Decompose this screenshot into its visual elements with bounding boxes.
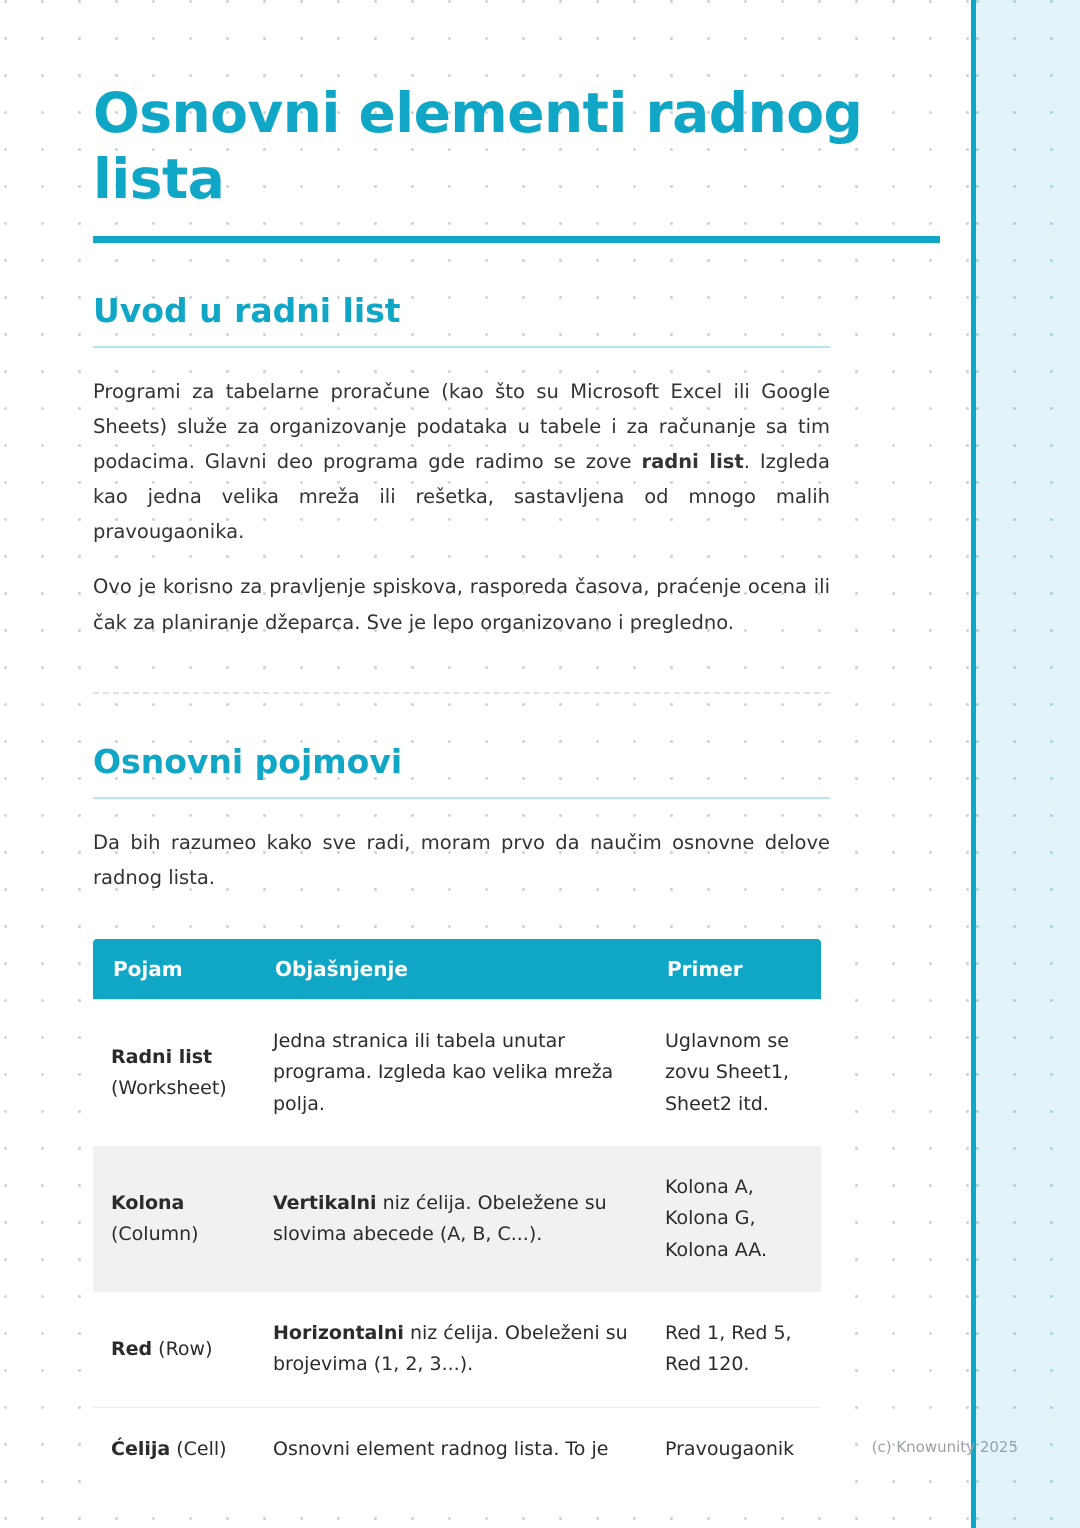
cell-objasnjenje: Horizontalni niz ćelija. Obeleženi su brojevima (1, 2, 3...). (273, 1321, 628, 1376)
paragraph-pojmovi-intro: Da bih razumeo kako sve radi, moram prvo da naučim osnovne delove radnog lista. (93, 830, 830, 889)
dotted-side-strip (976, 0, 1080, 1528)
table-header-row (93, 939, 821, 1000)
column-header-primer: Primer (647, 939, 821, 1000)
cell-objasnjenje: Osnovni element radnog lista. To je (273, 1437, 609, 1460)
section-heading-uvod: Uvod u radni list (93, 291, 830, 348)
cell-pojam: Radni list (Worksheet) (111, 1045, 227, 1099)
cell-primer: Uglavnom se zovu Sheet1, Sheet2 itd. (665, 1029, 789, 1115)
cell-objasnjenje: Vertikalni niz ćelija. Obeležene su slovima abecede (A, B, C...). (273, 1191, 607, 1245)
cell-objasnjenje: Jedna stranica ili tabela unutar programa. Izgleda kao velika mreža polja. (273, 1029, 614, 1115)
body-column (93, 291, 830, 1491)
paragraph-intro-2: Ovo je korisno za pravljenje spiskova, rasporeda časova, praćenje ocena ili čak za planiranje džeparca. Sve je lepo organizovano i pregledno. (93, 575, 830, 634)
section-osnovni-pojmovi (93, 742, 830, 895)
cell-primer: Red 1, Red 5, Red 120. (665, 1321, 792, 1376)
section-uvod-u-radni-list (93, 291, 830, 640)
accent-side-line (971, 0, 976, 1528)
column-header-pojam: Pojam (93, 939, 255, 1000)
table-row-radni-list (93, 999, 821, 1146)
table-row-kolona (93, 1146, 821, 1292)
paragraph-intro-1: Programi za tabelarne proračune (kao što su Microsoft Excel ili Google Sheets) služe za organizovanje podataka u tabele i za računanje sa tim podacima. Glavni deo programa gde radimo se zove radni list. Izgleda kao jedna velika mreža ili rešetka, sastavljena od mnogo malih pravougaonika. (93, 380, 830, 544)
title-divider (93, 236, 940, 243)
cell-primer: Kolona A, Kolona G, Kolona AA. (665, 1175, 767, 1261)
document-content (93, 80, 940, 1491)
dashed-section-divider (93, 692, 830, 694)
cell-pojam: Red (Row) (111, 1337, 213, 1360)
cell-pojam: Ćelija (Cell) (111, 1437, 227, 1460)
copyright-footer: (c) Knowunity 2025 (871, 1438, 1018, 1456)
column-header-objasnjenje: Objašnjenje (255, 939, 647, 1000)
cell-primer: Pravougaonik (665, 1437, 795, 1460)
section-heading-pojmovi: Osnovni pojmovi (93, 742, 830, 799)
cell-pojam: Kolona (Column) (111, 1191, 199, 1245)
page-title: Osnovni elementi radnog lista (93, 81, 863, 211)
table-row-red (93, 1292, 821, 1407)
concepts-table (93, 939, 821, 1491)
table-row-celija (93, 1407, 821, 1491)
